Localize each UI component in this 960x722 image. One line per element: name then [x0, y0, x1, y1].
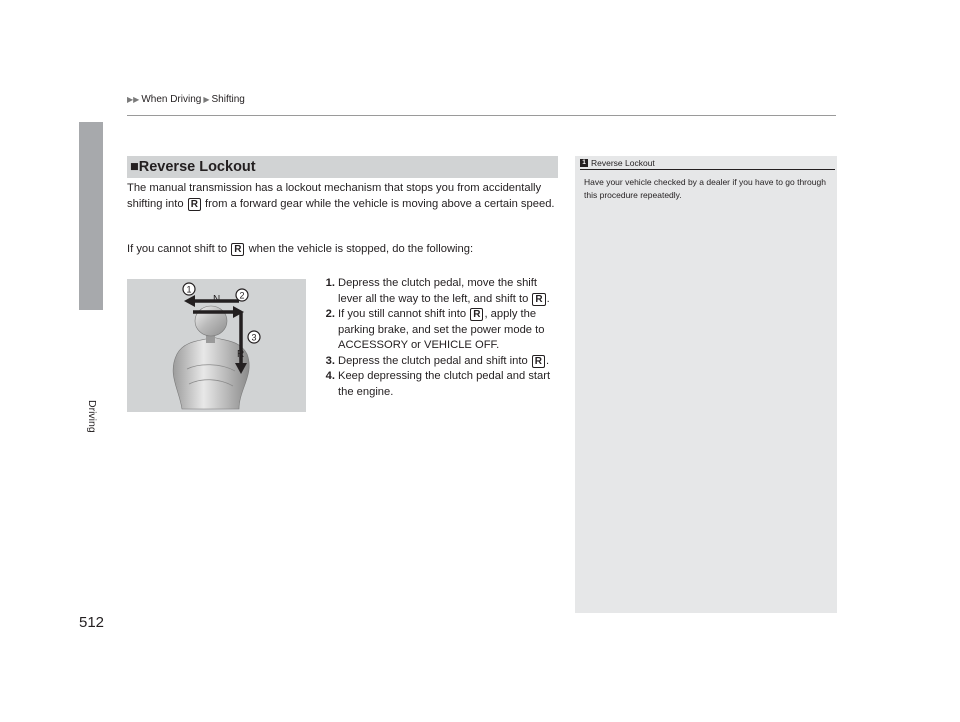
step-2: [317, 307, 562, 354]
step-4: [317, 369, 562, 400]
step-text: [338, 307, 562, 354]
step-text-a: Depress the clutch pedal, move the shift lever all the way to the left, and shift to: [338, 277, 537, 305]
breadcrumb-separator-icon: ▶: [203, 95, 210, 104]
step-number: 4.: [325, 370, 335, 382]
step-text: Keep depressing the clutch pedal and start the engine.: [338, 370, 551, 398]
intro-paragraph: [127, 181, 559, 212]
step-text-a: If you still cannot shift into: [338, 308, 467, 320]
step-number: 1.: [325, 277, 335, 289]
step-number: 2.: [325, 308, 335, 320]
step-text-a: Depress the clutch pedal and shift into: [338, 354, 528, 367]
step-text-b: , apply the parking brake, and set the power mode to ACCESSORY or VEHICLE OFF.: [338, 308, 545, 351]
note-title[interactable]: Reverse Lockout: [591, 158, 655, 168]
step-number: 3.: [325, 354, 335, 367]
callout-2-label: 2: [239, 290, 245, 301]
shift-lever-figure: [127, 279, 306, 412]
instruction-paragraph: [127, 242, 559, 258]
shift-lever-illustration: [127, 279, 306, 412]
section-header: [127, 156, 558, 178]
gear-label-r: R: [237, 349, 245, 360]
shift-boot: [173, 337, 249, 409]
step-1: [317, 276, 562, 307]
note-text: Have your vehicle checked by a dealer if you have to go through this procedure repeatedly.: [584, 177, 826, 200]
chapter-label: Driving: [86, 400, 98, 433]
step-3: [317, 354, 562, 370]
callout-3-label: 3: [251, 332, 257, 343]
chapter-tab[interactable]: [79, 122, 103, 310]
step-text-b: .: [546, 354, 550, 367]
reverse-key-badge: R: [532, 355, 545, 368]
section-title: ■Reverse Lockout: [130, 159, 256, 175]
note-rule: [580, 169, 835, 170]
breadcrumb-item-shifting[interactable]: Shifting: [211, 94, 245, 105]
gear-label-n: N: [213, 294, 221, 305]
reverse-key-badge: R: [470, 308, 483, 321]
breadcrumb-arrows-icon: ▶▶: [127, 95, 140, 104]
note-reference-icon[interactable]: 1: [580, 159, 588, 167]
note-sidebar: [575, 156, 837, 613]
reverse-key-badge: R: [532, 293, 545, 306]
reverse-key-badge: R: [188, 198, 201, 211]
procedure-steps: [317, 276, 562, 400]
intro-text-a: The manual transmission has a lockout mechanism that stops you from accidentally shifting into: [127, 182, 542, 210]
reverse-key-badge: R: [231, 243, 244, 256]
header-rule: [127, 115, 836, 116]
note-header: [580, 158, 655, 168]
callout-1-label: 1: [186, 284, 192, 295]
step-text-b: .: [546, 292, 550, 305]
step-text: [338, 354, 549, 370]
instruction-text-a: If you cannot shift to: [127, 243, 228, 255]
instruction-text-b: when the vehicle is stopped, do the following:: [248, 243, 474, 255]
intro-text-b: from a forward gear while the vehicle is moving above a certain speed.: [205, 197, 555, 210]
breadcrumb: [127, 94, 245, 105]
arrow-left-head: [184, 295, 195, 307]
breadcrumb-item-when-driving[interactable]: When Driving: [141, 94, 202, 105]
page-number: 512: [79, 614, 105, 631]
step-text: [338, 276, 562, 307]
